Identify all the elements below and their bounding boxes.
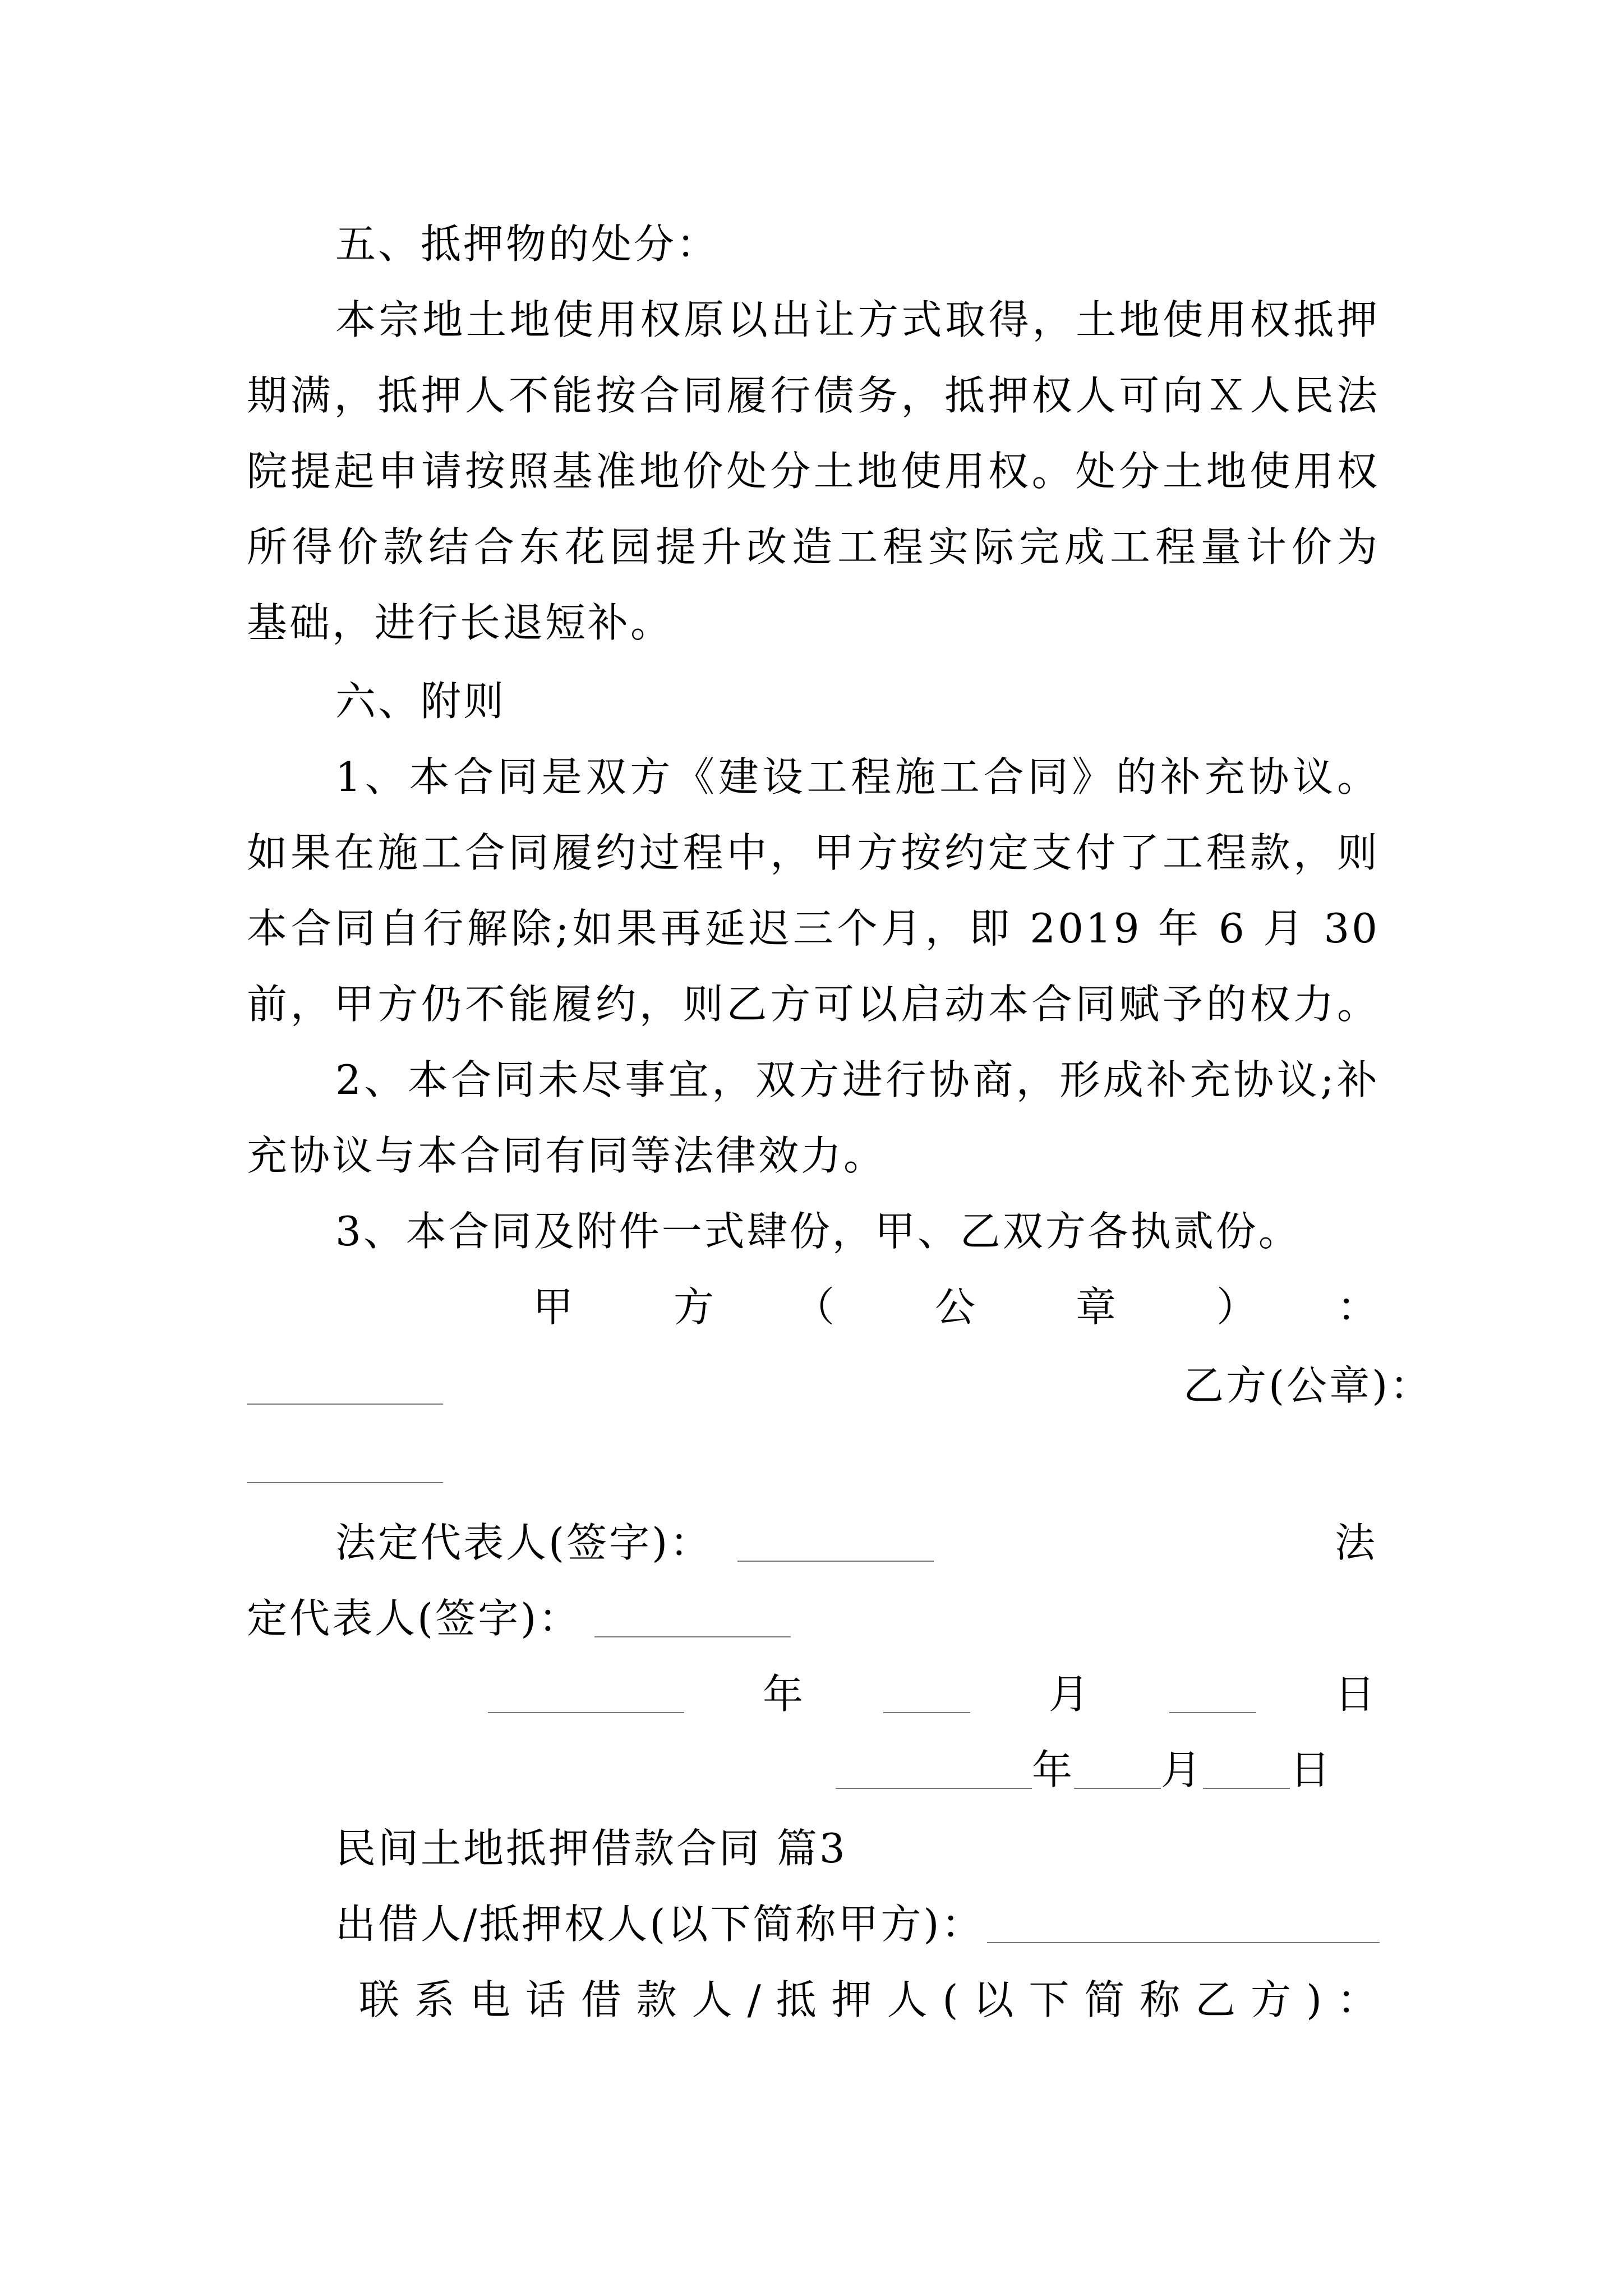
section5-paragraph-line-4: 所得价款结合东花园提升改造工程实际完成工程量计价为 bbox=[247, 523, 1380, 570]
party-a-date-day-label: 日 bbox=[1335, 1671, 1378, 1718]
party-b-seal-blank bbox=[247, 1481, 443, 1483]
section5-paragraph-line-5: 基础，进行长退短补。 bbox=[247, 599, 674, 646]
party-a-representative-blank bbox=[737, 1559, 934, 1562]
lender-blank bbox=[987, 1941, 1380, 1943]
section5-heading: 五、抵押物的处分： bbox=[335, 220, 720, 268]
party-b-date-month-label: 月 bbox=[1161, 1746, 1204, 1793]
section6-item1-line-3: 本合同自行解除;如果再延迟三个月，即 2019 年 6 月 30 bbox=[247, 905, 1380, 952]
party-b-date-month-blank bbox=[1074, 1787, 1161, 1789]
party-b-representative-blank bbox=[594, 1635, 791, 1637]
section6-item1-line-1: 1、本合同是双方《建设工程施工合同》的补充协议。 bbox=[335, 753, 1380, 800]
party-a-seal-label: 甲 方 （ 公 章 ） ： bbox=[533, 1283, 1380, 1331]
party-a-date-year-blank bbox=[488, 1711, 684, 1713]
section6-item1-line-4: 前，甲方仍不能履约，则乙方可以启动本合同赋予的权力。 bbox=[247, 981, 1380, 1028]
party-b-date-year-blank bbox=[836, 1787, 1032, 1789]
section5-paragraph-line-2: 期满，抵押人不能按合同履行债务，抵押权人可向Ｘ人民法 bbox=[247, 372, 1380, 419]
section6-item1-line-2: 如果在施工合同履约过程中，甲方按约定支付了工程款，则 bbox=[247, 829, 1380, 876]
party-b-date-day-label: 日 bbox=[1290, 1746, 1333, 1793]
section5-paragraph-line-1: 本宗地土地使用权原以出让方式取得，土地使用权抵押 bbox=[335, 296, 1380, 343]
party-a-date-month-label: 月 bbox=[1049, 1671, 1092, 1718]
section6-item2-line-2: 充协议与本合同有同等法律效力。 bbox=[247, 1132, 887, 1179]
borrower-label: 联系电话借款人/抵押人(以下简称乙方)： bbox=[359, 1976, 1380, 2023]
section6-item2-line-1: 2、本合同未尽事宜，双方进行协商，形成补充协议;补 bbox=[335, 1056, 1380, 1103]
party-b-representative-label: 定代表人(签字)： bbox=[247, 1595, 582, 1642]
party-b-date-day-blank bbox=[1203, 1787, 1290, 1789]
next-contract-title: 民间土地抵押借款合同 篇3 bbox=[335, 1825, 847, 1872]
party-b-representative-label-start: 法 bbox=[1335, 1519, 1378, 1566]
party-a-date-day-blank bbox=[1169, 1711, 1256, 1713]
party-b-date-year-label: 年 bbox=[1032, 1746, 1075, 1793]
party-a-date-year-label: 年 bbox=[763, 1671, 806, 1718]
section5-paragraph-line-3: 院提起申请按照基准地价处分土地使用权。处分土地使用权 bbox=[247, 448, 1380, 495]
party-a-representative-label: 法定代表人(签字)： bbox=[335, 1519, 713, 1566]
section6-item3-line-1: 3、本合同及附件一式肆份，甲、乙双方各执贰份。 bbox=[335, 1208, 1301, 1255]
lender-label: 出借人/抵押权人(以下简称甲方)： bbox=[335, 1901, 984, 1948]
section6-heading: 六、附则 bbox=[335, 678, 506, 725]
party-a-date-month-blank bbox=[883, 1711, 970, 1713]
party-b-seal-label: 乙方(公章)： bbox=[1183, 1362, 1433, 1409]
party-a-seal-blank bbox=[247, 1402, 443, 1405]
